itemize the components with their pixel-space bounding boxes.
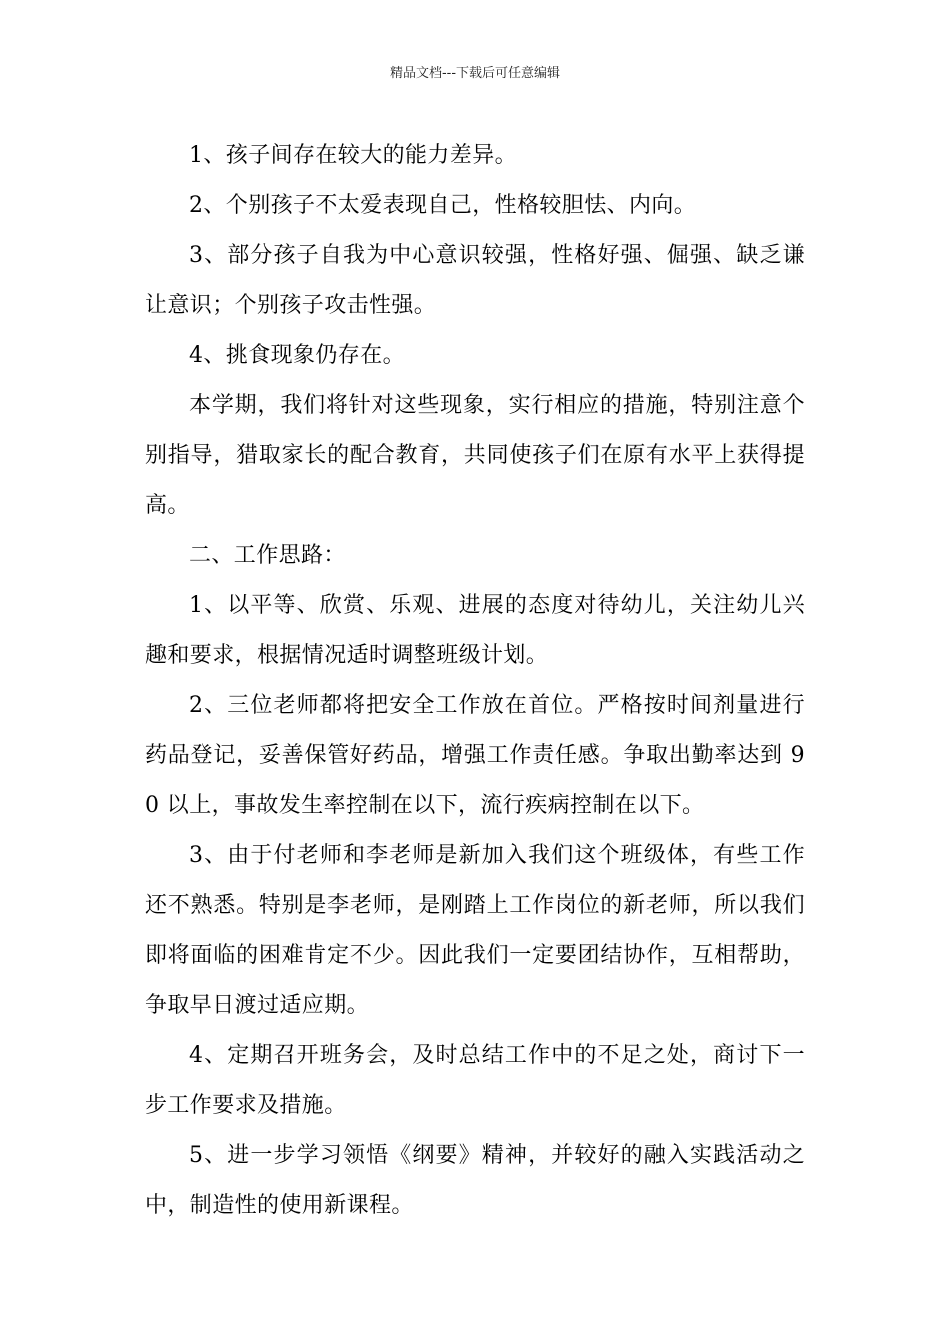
page-header: 精品文档---下载后可任意编辑	[389, 66, 561, 81]
section-heading: 二、工作思路：	[189, 543, 346, 568]
paragraph-10: 5、进一步学习领悟《纲要》精神，并较好的融入实践活动之中，制造性的使用新课程。	[145, 1143, 805, 1218]
paragraph-7: 2、三位老师都将把安全工作放在首位。严格按时间剂量进行药品登记，妥善保管好药品，增强工作责任感。争取出勤率达到 90 以上，事故发生率控制在以下，流行疾病控制在以下。	[145, 693, 805, 818]
paragraph-8: 3、由于付老师和李老师是新加入我们这个班级体，有些工作还不熟悉。特别是李老师，是刚踏上工作岗位的新老师，所以我们即将面临的困难肯定不少。因此我们一定要团结协作，互相帮助，争取早日渡过适应期。	[145, 843, 805, 1018]
paragraph-4: 4、挑食现象仍存在。	[189, 343, 405, 368]
document-body	[145, 131, 805, 1231]
paragraph-3: 3、部分孩子自我为中心意识较强，性格好强、倔强、缺乏谦让意识；个别孩子攻击性强。	[145, 243, 805, 318]
paragraph-1: 1、孩子间存在较大的能力差异。	[189, 143, 517, 168]
paragraph-9: 4、定期召开班务会，及时总结工作中的不足之处，商讨下一步工作要求及措施。	[145, 1043, 805, 1118]
paragraph-6: 1、以平等、欣赏、乐观、进展的态度对待幼儿，关注幼儿兴趣和要求，根据情况适时调整班级计划。	[145, 593, 805, 668]
paragraph-2: 2、个别孩子不太爱表现自己，性格较胆怯、内向。	[189, 193, 697, 218]
paragraph-5: 本学期，我们将针对这些现象，实行相应的措施，特别注意个别指导，猎取家长的配合教育，共同使孩子们在原有水平上获得提高。	[145, 393, 805, 518]
